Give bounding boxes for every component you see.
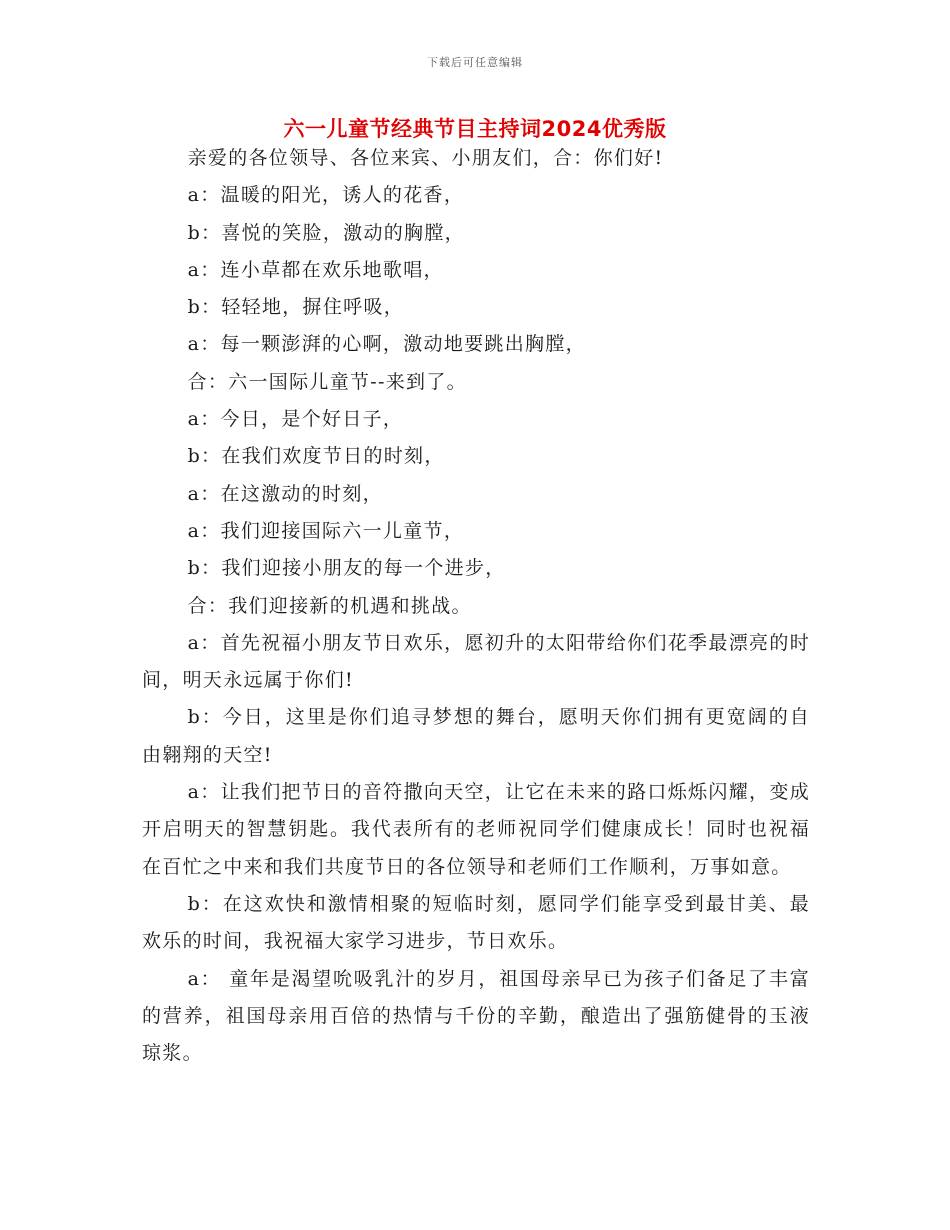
paragraph: b：轻轻地，摒住呼吸，	[187, 296, 405, 319]
paragraph: b：今日，这里是你们追寻梦想的舞台，愿明天你们拥有更宽阔的自由翱翔的天空!	[142, 706, 810, 766]
paragraph: b：在我们欢度节日的时刻，	[187, 445, 445, 468]
paragraph: a：首先祝福小朋友节日欢乐，愿初升的太阳带给你们花季最漂亮的时间，明天永远属于你们!	[142, 631, 810, 692]
paragraph: 合：六一国际儿童节--来到了。	[187, 370, 467, 393]
paragraph: a：今日，是个好日子，	[187, 408, 404, 431]
paragraph: b：喜悦的笑脸，激动的胸膛，	[187, 221, 465, 244]
paragraph: a：在这激动的时刻，	[187, 482, 383, 505]
paragraph: a：连小草都在欢乐地歌唱，	[187, 258, 444, 281]
paragraph: a：让我们把节日的音符撒向天空，让它在未来的路口烁烁闪耀，变成开启明天的智慧钥匙。我代表所有的老师祝同学们健康成长！同时也祝福在百忙之中来和我们共度节日的各位领导和老师们工作顺利，万事如意。	[142, 781, 810, 878]
paragraph: 合：我们迎接新的机遇和挑战。	[187, 594, 472, 617]
paragraph: a： 童年是渴望吮吸乳汁的岁月，祖国母亲早已为孩子们备足了丰富的营养，祖国母亲用百倍的热情与千份的辛勤，酿造出了强筋健骨的玉液琼浆。	[142, 967, 810, 1065]
paragraph: b：在这欢快和激情相聚的短临时刻，愿同学们能享受到最甘美、最欢乐的时间，我祝福大家学习进步，节日欢乐。	[142, 892, 810, 953]
document-title: 六一儿童节经典节目主持词2024优秀版	[283, 117, 667, 141]
paragraph: b：我们迎接小朋友的每一个进步，	[187, 557, 506, 580]
paragraph: a：我们迎接国际六一儿童节，	[187, 519, 465, 542]
paragraph: 亲爱的各位领导、各位来宾、小朋友们，合：你们好!	[187, 147, 664, 169]
paragraph: a：每一颗澎湃的心啊，激动地要跳出胸膛，	[187, 333, 586, 356]
header-note: 下载后可任意编辑	[427, 56, 523, 69]
paragraph: a：温暖的阳光，诱人的花香，	[187, 184, 465, 207]
document-body	[142, 140, 810, 1072]
